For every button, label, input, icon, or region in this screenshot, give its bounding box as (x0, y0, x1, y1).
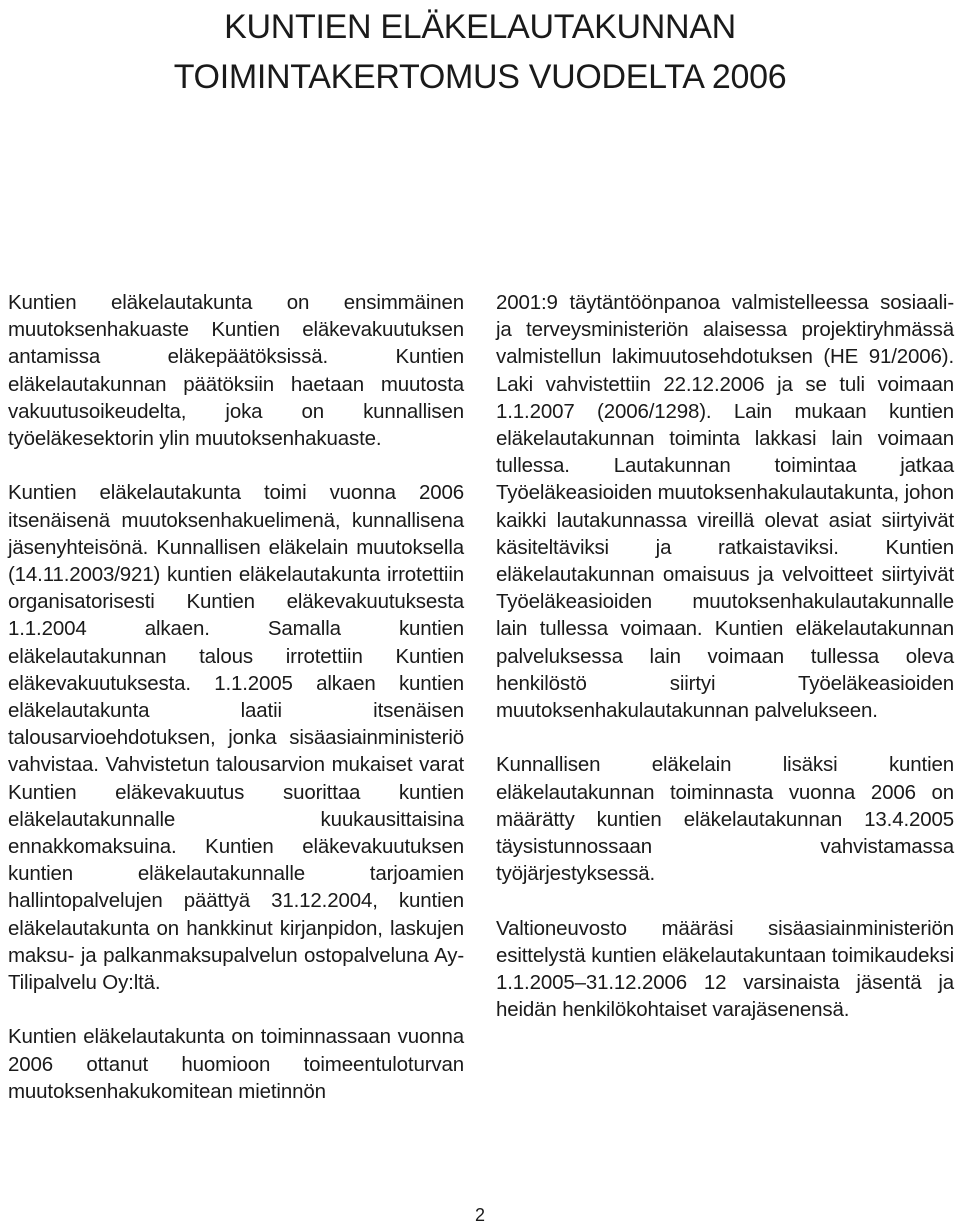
paragraph: Kuntien eläkelautakunta on toiminnassaan vuonna 2006 ottanut huomioon toimeentuloturvan muutoksenhakukomitean mietinnön (8, 1025, 464, 1103)
paragraph: 2001:9 täytäntöönpanoa valmistelleessa sosiaali- ja terveysministeriön alaisessa projektiryhmässä valmistellun lakimuutosehdotuksen (HE 91/2006). Laki vahvistettiin 22.12.2006 ja se tuli voimaan 1.1.2007 (2006/1298). Lain mukaan kuntien eläkelautakunnan toiminta lakkasi lain voimaan tullessa. Lautakunnan toimintaa jatkaa Työeläkeasioiden muutoksenhakulautakunta, johon kaikki lautakunnassa vireillä olevat asiat siirtyivät käsiteltäviksi ja ratkaistaviksi. Kuntien eläkelautakunnan omaisuus ja velvoitteet siirtyivät Työeläkeasioiden muutoksenhakulautakunnalle lain tullessa voimaan. Kuntien eläkelautakunnan palveluksessa lain voimaan tullessa oleva henkilöstö siirtyi Työeläkeasioiden muutoksenhakulautakunnan palvelukseen. (496, 291, 954, 723)
paragraph: Kuntien eläkelautakunta on ensimmäinen muutoksenhakuaste Kuntien eläkevakuutuksen antamissa eläkepäätöksissä. Kuntien eläkelautakunnan päätöksiin haetaan muutosta vakuutusoikeudelta, joka on kunnallisen työeläkesektorin ylin muutoksenhakuaste. (8, 291, 464, 451)
title-line-1: KUNTIEN ELÄKELAUTAKUNNAN (224, 8, 736, 46)
title-line-2: TOIMINTAKERTOMUS VUODELTA 2006 (173, 58, 787, 96)
paragraph: Valtioneuvosto määräsi sisäasiainministeriön esittelystä kuntien eläkelautakuntaan toimikaudeksi 1.1.2005–31.12.2006 12 varsinaista jäsentä ja heidän henkilökohtaiset varajäsenensä. (496, 916, 954, 1022)
right-column (496, 289, 954, 1051)
paragraph: Kuntien eläkelautakunta toimi vuonna 2006 itsenäisenä muutoksenhakuelimenä, kunnallisena jäsenyhteisönä. Kunnallisen eläkelain muutoksella (14.11.2003/921) kuntien eläkelautakunta irrotettiin organisatorisesti Kuntien eläkevakuutuksesta 1.1.2004 alkaen. Samalla kuntien eläkelautakunnan talous irrotettiin Kuntien eläkevakuutuksesta. 1.1.2005 alkaen kuntien eläkelautakunta laatii itsenäisen talousarvioehdotuksen, jonka sisäasiainministeriö vahvistaa. Vahvistetun talousarvion mukaiset varat Kuntien eläkevakuutus suorittaa kuntien eläkelautakunnalle kuukausittaisina ennakkomaksuina. Kuntien eläkevakuutuksen kuntien eläkelautakunnalle tarjoamien hallintopalvelujen päättyä 31.12.2004, kuntien eläkelautakunta on hankkinut kirjanpidon, laskujen maksu- ja palkanmaksupalvelun ostopalveluna Ay-Tilipalvelu Oy:ltä. (8, 481, 464, 995)
page-number: 2 (474, 1205, 485, 1225)
paragraph: Kunnallisen eläkelain lisäksi kuntien eläkelautakunnan toiminnasta vuonna 2006 on määrätty kuntien eläkelautakunnan 13.4.2005 täysistunnossaan vahvistamassa työjärjestyksessä. (496, 753, 954, 886)
page-title (0, 2, 960, 102)
left-column (8, 289, 464, 1132)
